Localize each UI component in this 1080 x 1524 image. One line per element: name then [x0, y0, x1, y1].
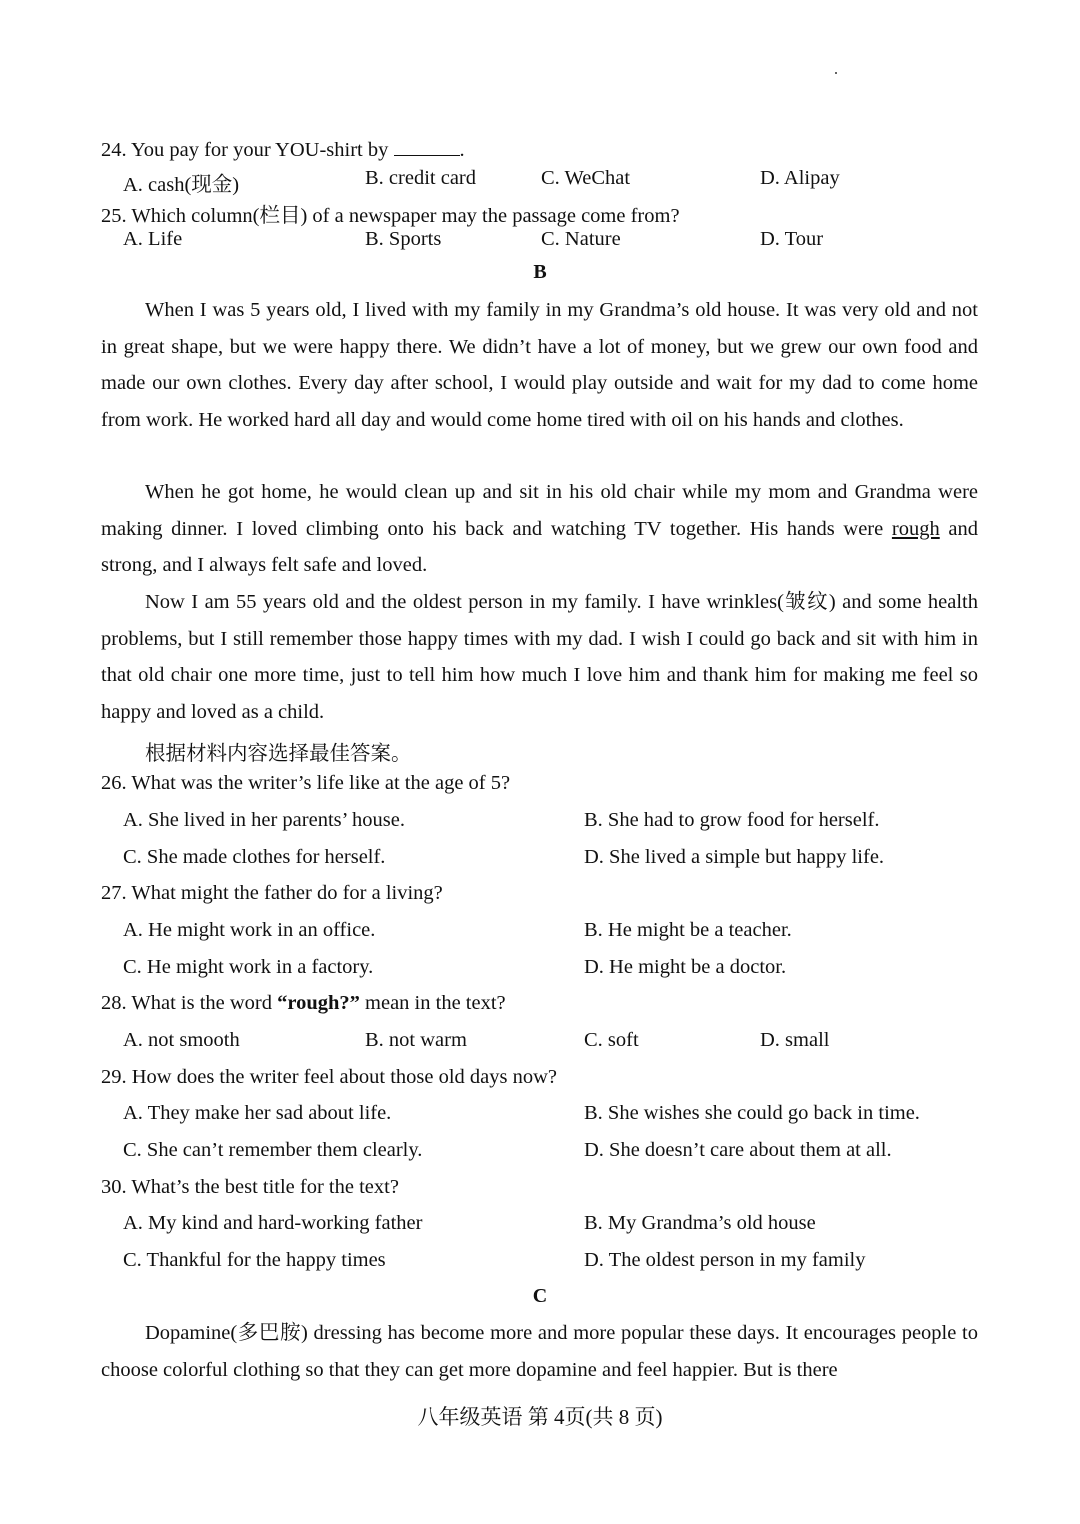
question-30-stem: 30. What’s the best title for the text?: [101, 1176, 399, 1198]
question-28-bold-word: “rough?”: [277, 992, 360, 1014]
question-28-stem: [101, 992, 506, 1015]
question-24-text: 24. You pay for your YOU-shirt by: [101, 139, 389, 161]
question-29-option-b: B. She wishes she could go back in time.: [584, 1102, 920, 1124]
question-29-option-c: C. She can’t remember them clearly.: [123, 1139, 423, 1161]
question-26-option-d: D. She lived a simple but happy life.: [584, 846, 885, 868]
paragraph-2-end: and strong, and I always felt safe and loved.: [101, 517, 979, 576]
question-24-stem: [101, 137, 465, 162]
question-28-option-b: B. not warm: [365, 1029, 467, 1051]
section-b-heading: B: [533, 261, 547, 283]
question-30-option-a: A. My kind and hard-working father: [123, 1212, 423, 1234]
question-29-option-d: D. She doesn’t care about them at all.: [584, 1139, 892, 1161]
question-25-option-b: B. Sports: [365, 228, 442, 250]
question-26-option-b: B. She had to grow food for herself.: [584, 809, 880, 831]
question-28-option-a: A. not smooth: [123, 1029, 240, 1051]
question-28-option-d: D. small: [760, 1029, 830, 1051]
question-29-stem: 29. How does the writer feel about those old days now?: [101, 1066, 558, 1088]
question-30-option-b: B. My Grandma’s old house: [584, 1212, 816, 1234]
scan-speck: [835, 72, 837, 74]
question-26-option-c: C. She made clothes for herself.: [123, 846, 386, 868]
question-26-stem: 26. What was the writer’s life like at the age of 5?: [101, 772, 511, 794]
question-24-option-d: D. Alipay: [760, 167, 840, 189]
question-28-text: 28. What is the word: [101, 992, 278, 1014]
section-c-paragraph-1: Dopamine(多巴胺) dressing has become more and more popular these days. It encourages people to choose colorful clothing so that they can get more dopamine and feel happier. But is there: [101, 1322, 978, 1381]
question-24-option-b: B. credit card: [365, 167, 476, 189]
question-28-text-end: mean in the text?: [359, 992, 506, 1014]
section-b-instruction: 根据材料内容选择最佳答案。: [145, 743, 412, 765]
question-24-end: .: [459, 139, 465, 161]
question-30-option-c: C. Thankful for the happy times: [123, 1249, 386, 1271]
question-26-option-a: A. She lived in her parents’ house.: [123, 809, 405, 831]
question-29-option-a: A. They make her sad about life.: [123, 1102, 392, 1124]
question-25-stem: 25. Which column(栏目) of a newspaper may the passage come from?: [101, 205, 680, 227]
section-b-paragraph-3: Now I am 55 years old and the oldest person in my family. I have wrinkles(皱纹) and some health problems, but I still remember those happy times with my dad. I wish I could go back and sit with him in that old chair one more time, just to tell him how much I love him and thank him for making me feel so happy and loved as a child.: [101, 591, 978, 723]
question-25-option-a: A. Life: [123, 228, 183, 250]
underlined-word-rough: rough: [891, 517, 940, 540]
question-30-option-d: D. The oldest person in my family: [584, 1249, 866, 1271]
question-27-option-c: C. He might work in a factory.: [123, 956, 374, 978]
question-25-option-d: D. Tour: [760, 228, 824, 250]
paragraph-2-start: When he got home, he would clean up and sit in his old chair while my mom and Grandma were making dinner. I loved climbing onto his back and watching TV together. His hands were: [101, 481, 978, 540]
answer-blank: [394, 137, 460, 156]
section-b-paragraph-1: When I was 5 years old, I lived with my family in my Grandma’s old house. It was very old and not in great shape, but we were happy there. We didn’t have a lot of money, but we grew our own food and made our own clothes. Every day after school, I would play outside and wait for my dad to come home from work. He worked hard all day and would come home tired with oil on his hands and clothes.: [101, 299, 978, 431]
question-27-option-b: B. He might be a teacher.: [584, 919, 792, 941]
question-24-option-c: C. WeChat: [541, 167, 631, 189]
question-27-option-d: D. He might be a doctor.: [584, 956, 787, 978]
question-28-option-c: C. soft: [584, 1029, 639, 1051]
question-24-option-a: A. cash(现金): [123, 174, 240, 196]
section-b-paragraph-2: [101, 474, 978, 584]
section-c-heading: C: [532, 1285, 548, 1307]
question-25-option-c: C. Nature: [541, 228, 621, 250]
question-27-option-a: A. He might work in an office.: [123, 919, 376, 941]
page-footer: 八年级英语 第 4页(共 8 页): [417, 1405, 663, 1429]
question-27-stem: 27. What might the father do for a living?: [101, 882, 443, 904]
